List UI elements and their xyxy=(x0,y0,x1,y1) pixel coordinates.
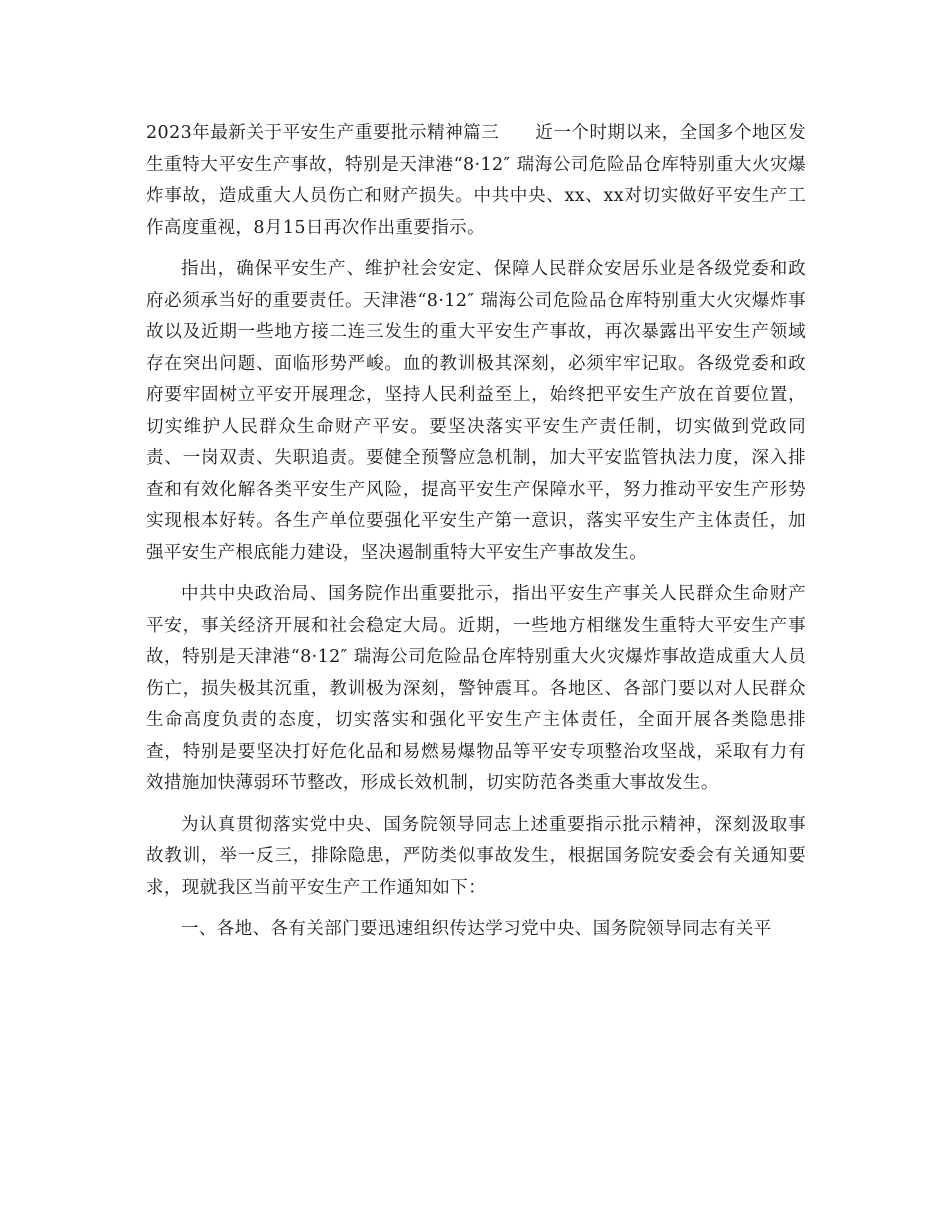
document-title: 2023年最新关于平安生产重要批示精神篇三 xyxy=(146,123,500,143)
paragraph-1 xyxy=(146,118,806,244)
paragraph-5: 一、各地、各有关部门要迅速组织传达学习党中央、国务院领导同志有关平 xyxy=(181,919,772,939)
paragraph-1-text: 近一个时期以来，全国多个地区发生重特大平安生产事故，特别是天津港“8·12″ 瑞海公司危险品仓库特别重大火灾爆炸事故，造成重大人员伤亡和财产损失。中共中央、xx、xx对切实做好平安生产工作高度重视，8月15日再次作出重要指示。 xyxy=(146,123,807,238)
paragraph-2: 指出，确保平安生产、维护社会安定、保障人民群众安居乐业是各级党委和政府必须承当好的重要责任。天津港“8·12″ 瑞海公司危险品仓库特别重大火灾爆炸事故以及近期一些地方接二连三发生的重大平安生产事故，再次暴露出平安生产领域存在突出问题、面临形势严峻。血的教训极其深刻，必须牢牢记取。各级党委和政府要牢固树立平安开展理念，坚持人民利益至上，始终把平安生产放在首要位置，切实维护人民群众生命财产平安。要坚决落实平安生产责任制，切实做到党政同责、一岗双责、失职追责。要健全预警应急机制，加大平安监管执法力度，深入排查和有效化解各类平安生产风险，提高平安生产保障水平，努力推动平安生产形势实现根本好转。各生产单位要强化平安生产第一意识，落实平安生产主体责任，加强平安生产根底能力建设，坚决遏制重特大平安生产事故发生。 xyxy=(146,259,806,563)
paragraph-3: 中共中央政治局、国务院作出重要批示，指出平安生产事关人民群众生命财产平安，事关经济开展和社会稳定大局。近期，一些地方相继发生重特大平安生产事故，特别是天津港“8·12″ 瑞海公司危险品仓库特别重大火灾爆炸事故造成重大人员伤亡，损失极其沉重，教训极为深刻，警钟震耳。各地区、各部门要以对人民群众生命高度负责的态度，切实落实和强化平安生产主体责任，全面开展各类隐患排查，特别是要坚决打好危化品和易燃易爆物品等平安专项整治攻坚战，采取有力有效措施加快薄弱环节整改，形成长效机制，切实防范各类重大事故发生。 xyxy=(146,584,806,793)
document-body xyxy=(146,118,806,956)
paragraph-4: 为认真贯彻落实党中央、国务院领导同志上述重要指示批示精神，深刻汲取事故教训，举一反三，排除隐患，严防类似事故发生，根据国务院安委会有关通知要求，现就我区当前平安生产工作通知如下： xyxy=(146,814,806,898)
